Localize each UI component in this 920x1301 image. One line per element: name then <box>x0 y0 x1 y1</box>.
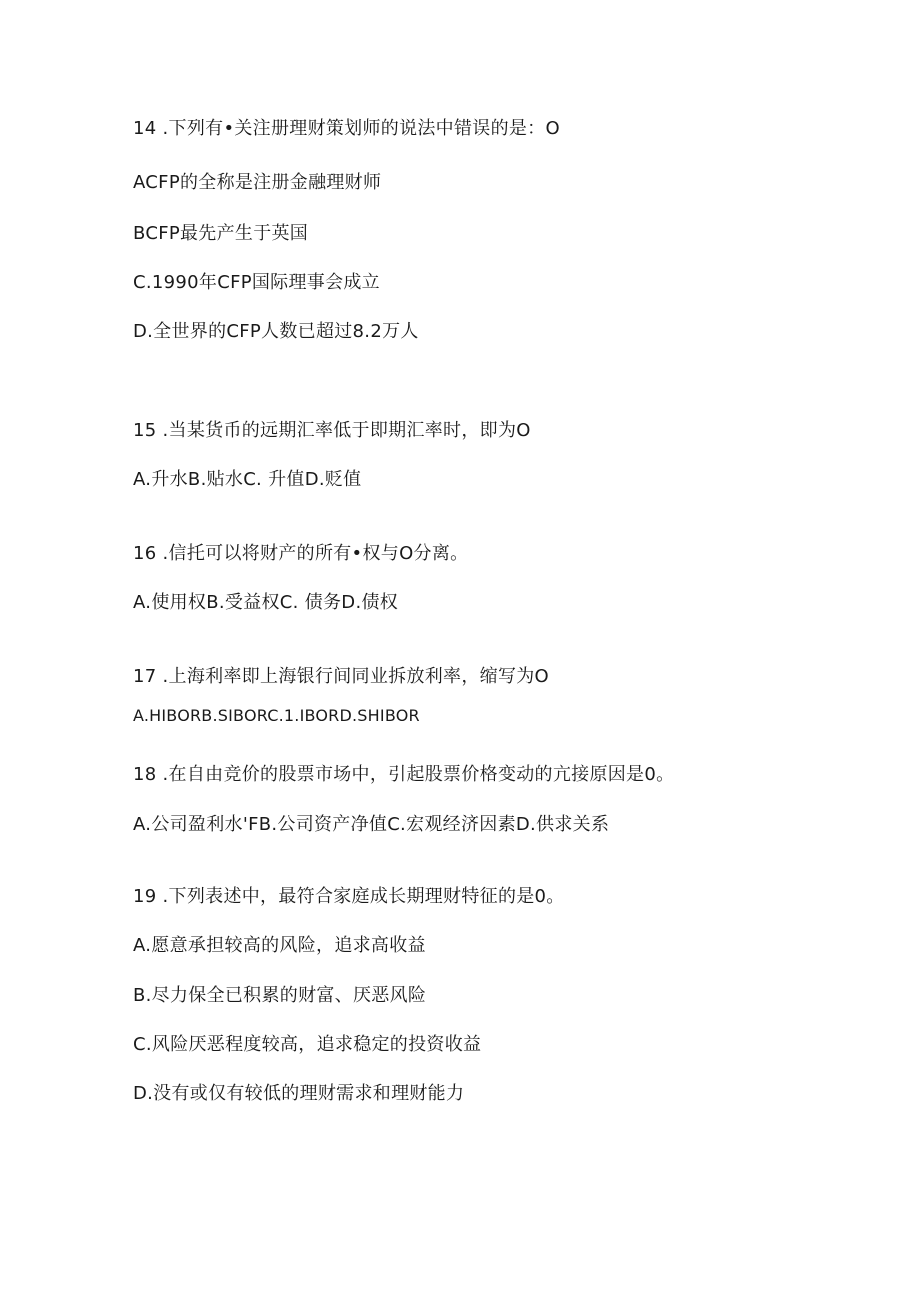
question-17-options: A.HIBORB.SIBORC.1.IBORD.SHIBOR <box>133 706 420 725</box>
question-17-stem: 17 .上海利率即上海银行间同业拆放利率，缩写为O <box>133 666 550 687</box>
question-14-option-d: D.全世界的CFP人数已超过8.2万人 <box>133 321 419 342</box>
question-14-option-c: C.1990年CFP国际理事会成立 <box>133 272 380 293</box>
question-14-stem: 14 .下列有•关注册理财策划师的说法中错误的是：O <box>133 118 560 139</box>
question-19-option-c: C.风险厌恶程度较高，追求稳定的投资收益 <box>133 1034 482 1055</box>
question-14-option-a: ACFP的全称是注册金融理财师 <box>133 172 382 193</box>
question-14-option-b: BCFP最先产生于英国 <box>133 223 309 244</box>
question-18-stem: 18 .在自由竞价的股票市场中，引起股票价格变动的亢接原因是0。 <box>133 764 675 785</box>
question-19-stem: 19 .下列表述中，最符合家庭成长期理财特征的是0。 <box>133 886 565 907</box>
question-15-stem: 15 .当某货币的远期汇率低于即期汇率时，即为O <box>133 420 531 441</box>
question-19-option-a: A.愿意承担较高的风险，追求高收益 <box>133 935 426 956</box>
question-16-options: A.使用权B.受益权C. 债务D.债权 <box>133 592 399 613</box>
question-15-options: A.升水B.贴水C. 升值D.贬值 <box>133 469 362 490</box>
question-18-options: A.公司盈利水'FB.公司资产净值C.宏观经济因素D.供求关系 <box>133 814 610 835</box>
question-16-stem: 16 .信托可以将财产的所有•权与O分离。 <box>133 543 469 564</box>
question-19-option-b: B.尽力保全已积累的财富、厌恶风险 <box>133 985 427 1006</box>
question-19-option-d: D.没有或仅有较低的理财需求和理财能力 <box>133 1083 465 1104</box>
